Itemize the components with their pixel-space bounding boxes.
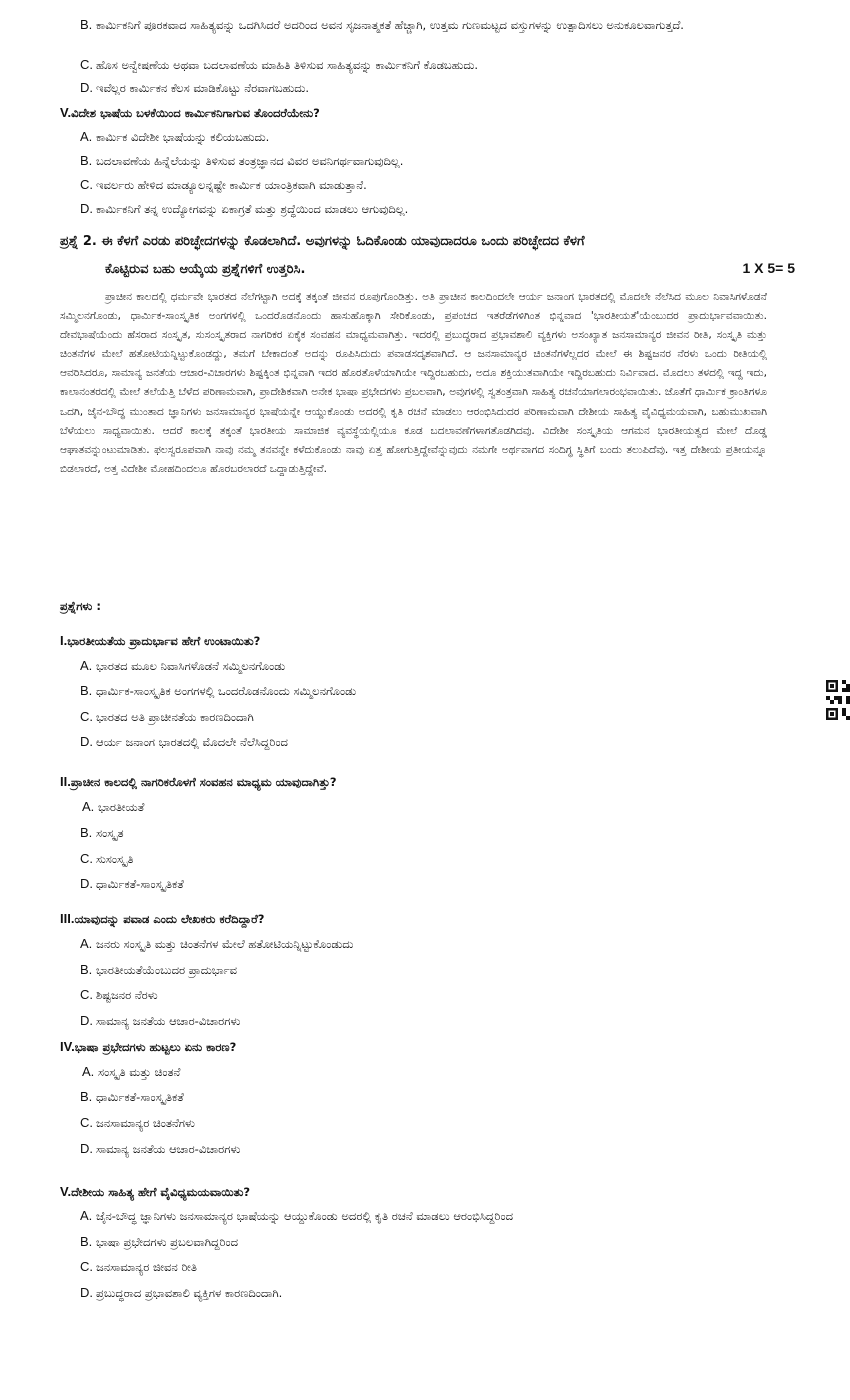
question-heading: V.ದೇಶೀಯ ಸಾಹಿತ್ಯ ಹೇಗೆ ವೈವಿಧ್ಯಮಯವಾಯಿತು? [60, 1184, 251, 1199]
option-d: D. ಧಾರ್ಮಿಕತೆ-ಸಾಂಸ್ಕೃತಿಕತೆ [80, 876, 184, 891]
option-b: B. ಭಾರತೀಯತೆಯೆಂಬುದರ ಪ್ರಾದುರ್ಭಾವ [80, 962, 238, 977]
question-heading: II.ಪ್ರಾಚೀನ ಕಾಲದಲ್ಲಿ ನಾಗರಿಕರೊಳಗೆ ಸಂವಹನ ಮಾಧ್ಯಮ ಯಾವುದಾಗಿತ್ತು? [60, 774, 337, 789]
option-a: A. ಭಾರತದ ಮೂಲ ನಿವಾಸಿಗಳೊಡನೆ ಸಮ್ಮಿಲನಗೊಂಡು [80, 658, 286, 673]
option-b: B. ಬದಲಾವಣೆಯ ಹಿನ್ನೆಲೆಯನ್ನು ತಿಳಿಸುವ ತಂತ್ರಜ್ಞಾನದ ವಿವರ ಅವನಿಗರ್ಥವಾಗುವುದಿಲ್ಲ. [80, 153, 404, 168]
option-b: B. ಭಾಷಾ ಪ್ರಭೇದಗಳು ಪ್ರಬಲವಾಗಿದ್ದರಿಂದ [80, 1234, 239, 1249]
passage-text: ಪ್ರಾಚೀನ ಕಾಲದಲ್ಲಿ ಧರ್ಮವೇ ಭಾರತದ ನೆಲೆಗಟ್ಟಾಗಿ ಅದಕ್ಕೆ ತಕ್ಕಂತೆ ಜೀವನ ರೂಪುಗೊಂಡಿತ್ತು. ಅತಿ ಪ್ರಾಚೀನ ಕಾಲದಿಂದಲೇ ಆರ್ಯ ಜನಾಂಗ ಭಾರತದಲ್ಲಿ ಮೊದಲೇ ನೆಲೆಸಿದ ಮೂಲ ನಿವಾಸಿಗಳೊಡನೆ ಸಮ್ಮಿಲನಗೊಂಡು, ಧಾರ್ಮಿಕ-ಸಾಂಸ್ಕೃತಿಕ ಅಂಗಗಳಲ್ಲಿ ಒಂದರೊಡನೊಂದು ಹಾಸುಹೊಕ್ಕಾಗಿ ಸೇರಿಕೊಂಡು, ಪ್ರಪಂಚದ ಇತರೆಡೆಗಳಿಗಿಂತ ಭಿನ್ನವಾದ 'ಭಾರತೀಯತೆ'ಯೆಂಬುದರ ಪ್ರಾದುರ್ಭಾವವಾಯಿತು. ದೇವಭಾಷೆಯೆಂದು ಹೆಸರಾದ ಸಂಸ್ಕೃತ, ಸುಸಂಸ್ಕೃತರಾದ ನಾಗರಿಕರ ಏಕೈಕ ಸಂವಹನ ಮಾಧ್ಯಮವಾಗಿತ್ತು. ಇದರಲ್ಲಿ ಪ್ರಬುದ್ಧರಾದ ಪ್ರಭಾವಶಾಲಿ ವ್ಯಕ್ತಿಗಳು ಅಸಂಖ್ಯಾತ ಜನಸಾಮಾನ್ಯರ ಜೀವನ ರೀತಿ, ಸಂಸ್ಕೃತಿ ಮತ್ತು ಚಿಂತನೆಗಳ ಮೇಲೆ ಹತೋಟಿಯನ್ನಿಟ್ಟುಕೊಂಡದ್ದು, ತಮಗೆ ಬೇಕಾದಂತೆ ಅದನ್ನು ರೂಪಿಸಿದುದು ಪವಾಡಸದೃಶವಾಗಿದೆ. ಆ ಜನಸಾಮಾನ್ಯರ ಚಿಂತನೆಗಳೆಲ್ಲದರ ಮೇಲೆ ಈ ಶಿಷ್ಟಜನರ ನೆರಳು ಒಂದು ರೀತಿಯಲ್ಲಿ ಆವರಿಸಿದರೂ, ಸಾಮಾನ್ಯ ಜನತೆಯ ಆಚಾರ-ವಿಚಾರಗಳು ಶಿಷ್ಟಕ್ಕಿಂತ ಭಿನ್ನವಾಗಿ ಇದರ ಹೊರತೊಳೆಯಾಗಿಯೇ ಇದ್ದಿರಬಹುದು, ಅದೂ ಶಕ್ತಿಯುತವಾಗಿಯೇ ಇದ್ದಿರಬಹುದು ನಿರ್ವಿವಾದ. ಮೊದಲು ತಳದಲ್ಲಿ ಇದ್ದ ಇದು, ಕಾಲಾನಂತರದಲ್ಲಿ ಮೇಲೆ ತಲೆಯೆತ್ತಿ ಬೆಳೆದ ಪರಿಣಾಮವಾಗಿ, ಪ್ರಾದೇಶಿಕವಾಗಿ ಅನೇಕ ಭಾಷಾ ಪ್ರಭೇದಗಳು ಪ್ರಬಲವಾಗಿ, ಅವುಗಳಲ್ಲಿ ಸ್ವತಂತ್ರವಾಗಿ ಸಾಹಿತ್ಯ ರಚನೆಯಾಗಲಾರಂಭವಾಯಿತು. ಜೊತೆಗೆ ಧಾರ್ಮಿಕ ಕ್ರಾಂತಿಗಳೂ ಒದಗಿ, ಜೈನ-ಬೌದ್ಧ ಮುಂತಾದ ಜ್ಞಾನಿಗಳು ಜನಸಾಮಾನ್ಯರ ಭಾಷೆಯನ್ನೇ ಆಯ್ದುಕೊಂಡು ಅದರಲ್ಲಿ ಕೃತಿ ರಚನೆ ಮಾಡಲು ಆರಂಭಿಸಿದುದರ ಪರಿಣಾಮವಾಗಿ ದೇಶೀಯ ಸಾಹಿತ್ಯ ವೈವಿಧ್ಯಮಯವಾಗಿ, ಬಹುಮುಖವಾಗಿ ಬೆಳೆಯಲು ಸಾಧ್ಯವಾಯಿತು. ಆದರೆ ಕಾಲಕ್ಕೆ ತಕ್ಕಂತೆ ಭಾರತೀಯ ಸಾಮಾಜಿಕ ವ್ಯವಸ್ಥೆಯಲ್ಲಿಯೂ ಕೂಡ ಬದಲಾವಣೆಗಳಾಗತೊಡಗಿದವು. ವಿದೇಶೀ ಸಂಸ್ಕೃತಿಯ ಆಗಮನ ಭಾರತೀಯತ್ವದ ಮೇಲೆ ದೊಡ್ಡ ಆಘಾತವನ್ನುಂಟುಮಾಡಿತು. ಫಲಸ್ವರೂಪವಾಗಿ ನಾವು ನಮ್ಮ ತನವನ್ನೇ ಕಳೆದುಕೊಂಡು ನಾವು ಏತ್ತ ಹೋಗುತ್ತಿದ್ದೇವೆನ್ನುವುದು ನಮಗೇ ಅರ್ಥವಾಗದ ಸಂದಿಗ್ಧ ಸ್ಥಿತಿಗೆ ಬಂದು ತಲುಪಿದೆವು. ಇತ್ತ ದೇಶೀಯ ಪ್ರತೀಯನ್ನೂ ಬಿಡಲಾರದೆ, ಅತ್ತ ವಿದೇಶೀ ಮೋಹದಿಂದಲೂ ಹೊರಬರಲಾರದೆ ಒದ್ದಾಡುತ್ತಿದ್ದೇವೆ. [60, 291, 767, 475]
prev-option-c: C. ಹೊಸ ಅನ್ವೇಷಣೆಯ ಅಥವಾ ಬದಲಾವಣೆಯ ಮಾಹಿತಿ ತಿಳಿಸುವ ಸಾಹಿತ್ಯವನ್ನು ಕಾರ್ಮಿಕನಿಗೆ ಕೊಡಬಹುದು. [80, 57, 479, 72]
prev-option-d: D. ಇವೆಲ್ಲರ ಕಾರ್ಮಿಕನ ಕೆಲಸ ಮಾಡಿಕೊಟ್ಟು ನೆರವಾಗಬಹುದು. [80, 80, 310, 95]
questions-label: ಪ್ರಶ್ನೆಗಳು : [60, 599, 101, 613]
option-a: A. ಭಾರತೀಯತೆ [82, 799, 145, 814]
option-d: D. ಪ್ರಬುದ್ಧರಾದ ಪ್ರಭಾವಶಾಲಿ ವ್ಯಕ್ತಿಗಳ ಕಾರಣದಿಂದಾಗಿ. [80, 1285, 283, 1300]
option-a: A. ಜನರು ಸಂಸ್ಕೃತಿ ಮತ್ತು ಚಿಂತನೆಗಳ ಮೇಲೆ ಹತೋಟಿಯನ್ನಿಟ್ಟುಕೊಂಡುದು [80, 936, 354, 951]
option-a: A. ಕಾರ್ಮಿಕ ವಿದೇಶೀ ಭಾಷೆಯನ್ನು ಕಲಿಯಬಹುದು. [80, 129, 270, 144]
option-b: B. ಧಾರ್ಮಿಕ-ಸಾಂಸ್ಕೃತಿಕ ಅಂಗಗಳಲ್ಲಿ ಒಂದರೊಡನೊಂದು ಸಮ್ಮಿಲನಗೊಂಡು [80, 683, 357, 698]
qr-code-icon [826, 680, 850, 720]
question-heading: V.ವಿದೇಶ ಭಾಷೆಯ ಬಳಕೆಯಿಂದ ಕಾರ್ಮಿಕನಿಗಾಗುವ ತೊಂದರೆಯೇನು? [60, 105, 320, 120]
option-b: B. ಸಂಸ್ಕೃತ [80, 825, 124, 840]
section-instruction-line2: ಕೊಟ್ಟಿರುವ ಬಹು ಆಯ್ಕೆಯ ಪ್ರಶ್ನೆಗಳಿಗೆ ಉತ್ತರಿಸಿ. [105, 262, 306, 277]
option-c: C. ಜನಸಾಮಾನ್ಯರ ಜೀವನ ರೀತಿ [80, 1259, 197, 1274]
section-instruction-line1: ಪ್ರಶ್ನೆ 2. ಈ ಕೆಳಗೆ ಎರಡು ಪರಿಚ್ಛೇದಗಳನ್ನು ಕೊಡಲಾಗಿದೆ. ಅವುಗಳನ್ನು ಓದಿಕೊಂಡು ಯಾವುದಾದರೂ ಒಂದು ಪರಿಚ್ಛೇದದ ಕೆಳಗೆ [60, 234, 585, 249]
section-marks: 1 X 5= 5 [742, 260, 795, 276]
option-a: A. ಜೈನ-ಬೌದ್ಧ ಜ್ಞಾನಿಗಳು ಜನಸಾಮಾನ್ಯರ ಭಾಷೆಯನ್ನು ಆಯ್ದುಕೊಂಡು ಅದರಲ್ಲಿ ಕೃತಿ ರಚನೆ ಮಾಡಲು ಆರಂಭಿಸಿದ್ದರಿಂದ [80, 1208, 514, 1223]
option-c: C. ಇವರ್ಲರು ಹೇಳಿದ ಮಾಡ್ಯೂಲನ್ನಷ್ಟೇ ಕಾರ್ಮಿಕ ಯಾಂತ್ರಿಕವಾಗಿ ಮಾಡುತ್ತಾನೆ. [80, 177, 367, 192]
option-c: C. ಸುಸಂಸ್ಕೃತಿ [80, 851, 134, 866]
section-heading [60, 228, 795, 284]
option-d: D. ಸಾಮಾನ್ಯ ಜನತೆಯ ಆಚಾರ-ವಿಚಾರಗಳು [80, 1013, 241, 1028]
option-c: C. ಜನಸಾಮಾನ್ಯರ ಚಿಂತನೆಗಳು [80, 1115, 195, 1130]
question-heading: III.ಯಾವುದನ್ನು ಪವಾಡ ಎಂದು ಲೇಖಕರು ಕರೆದಿದ್ದಾರೆ? [60, 911, 265, 926]
question-heading: I.ಭಾರತೀಯತೆಯ ಪ್ರಾದುರ್ಭಾವ ಹೇಗೆ ಉಂಟಾಯಿತು? [60, 633, 261, 648]
option-b: B. ಧಾರ್ಮಿಕತೆ-ಸಾಂಸ್ಕೃತಿಕತೆ [80, 1089, 184, 1104]
question-heading: IV.ಭಾಷಾ ಪ್ರಭೇದಗಳು ಹುಟ್ಟಲು ಏನು ಕಾರಣ? [60, 1039, 237, 1054]
option-c: C. ಭಾರತದ ಅತಿ ಪ್ರಾಚೀನತೆಯ ಕಾರಣದಿಂದಾಗಿ [80, 709, 254, 724]
option-d: D. ಆರ್ಯ ಜನಾಂಗ ಭಾರತದಲ್ಲಿ ಮೊದಲೇ ನೆಲೆಸಿದ್ದರಿಂದ [80, 734, 288, 749]
option-c: C. ಶಿಷ್ಟಜನರ ನೆರಳು [80, 987, 158, 1002]
option-d: D. ಕಾರ್ಮಿಕನಿಗೆ ತನ್ನ ಉದ್ಯೋಗವನ್ನು ಏಕಾಗ್ರತೆ ಮತ್ತು ಶ್ರದ್ಧೆಯಿಂದ ಮಾಡಲು ಆಗುವುದಿಲ್ಲ. [80, 201, 409, 216]
prev-option-b: B. ಕಾರ್ಮಿಕನಿಗೆ ಪೂರಕವಾದ ಸಾಹಿತ್ಯವನ್ನು ಒದಗಿಸಿದರೆ ಅದರಿಂದ ಅವನ ಸೃಜನಾತ್ಮಕತೆ ಹೆಚ್ಚಾಗಿ, ಉತ್ತಮ ಗುಣಮಟ್ಟದ ವಸ್ತುಗಳನ್ನು ಉತ್ಪಾದಿಸಲು ಅನುಕೂಲವಾಗುತ್ತದೆ. [80, 17, 684, 32]
option-a: A. ಸಂಸ್ಕೃತಿ ಮತ್ತು ಚಿಂತನೆ [82, 1064, 181, 1079]
option-d: D. ಸಾಮಾನ್ಯ ಜನತೆಯ ಆಚಾರ-ವಿಚಾರಗಳು [80, 1141, 241, 1156]
